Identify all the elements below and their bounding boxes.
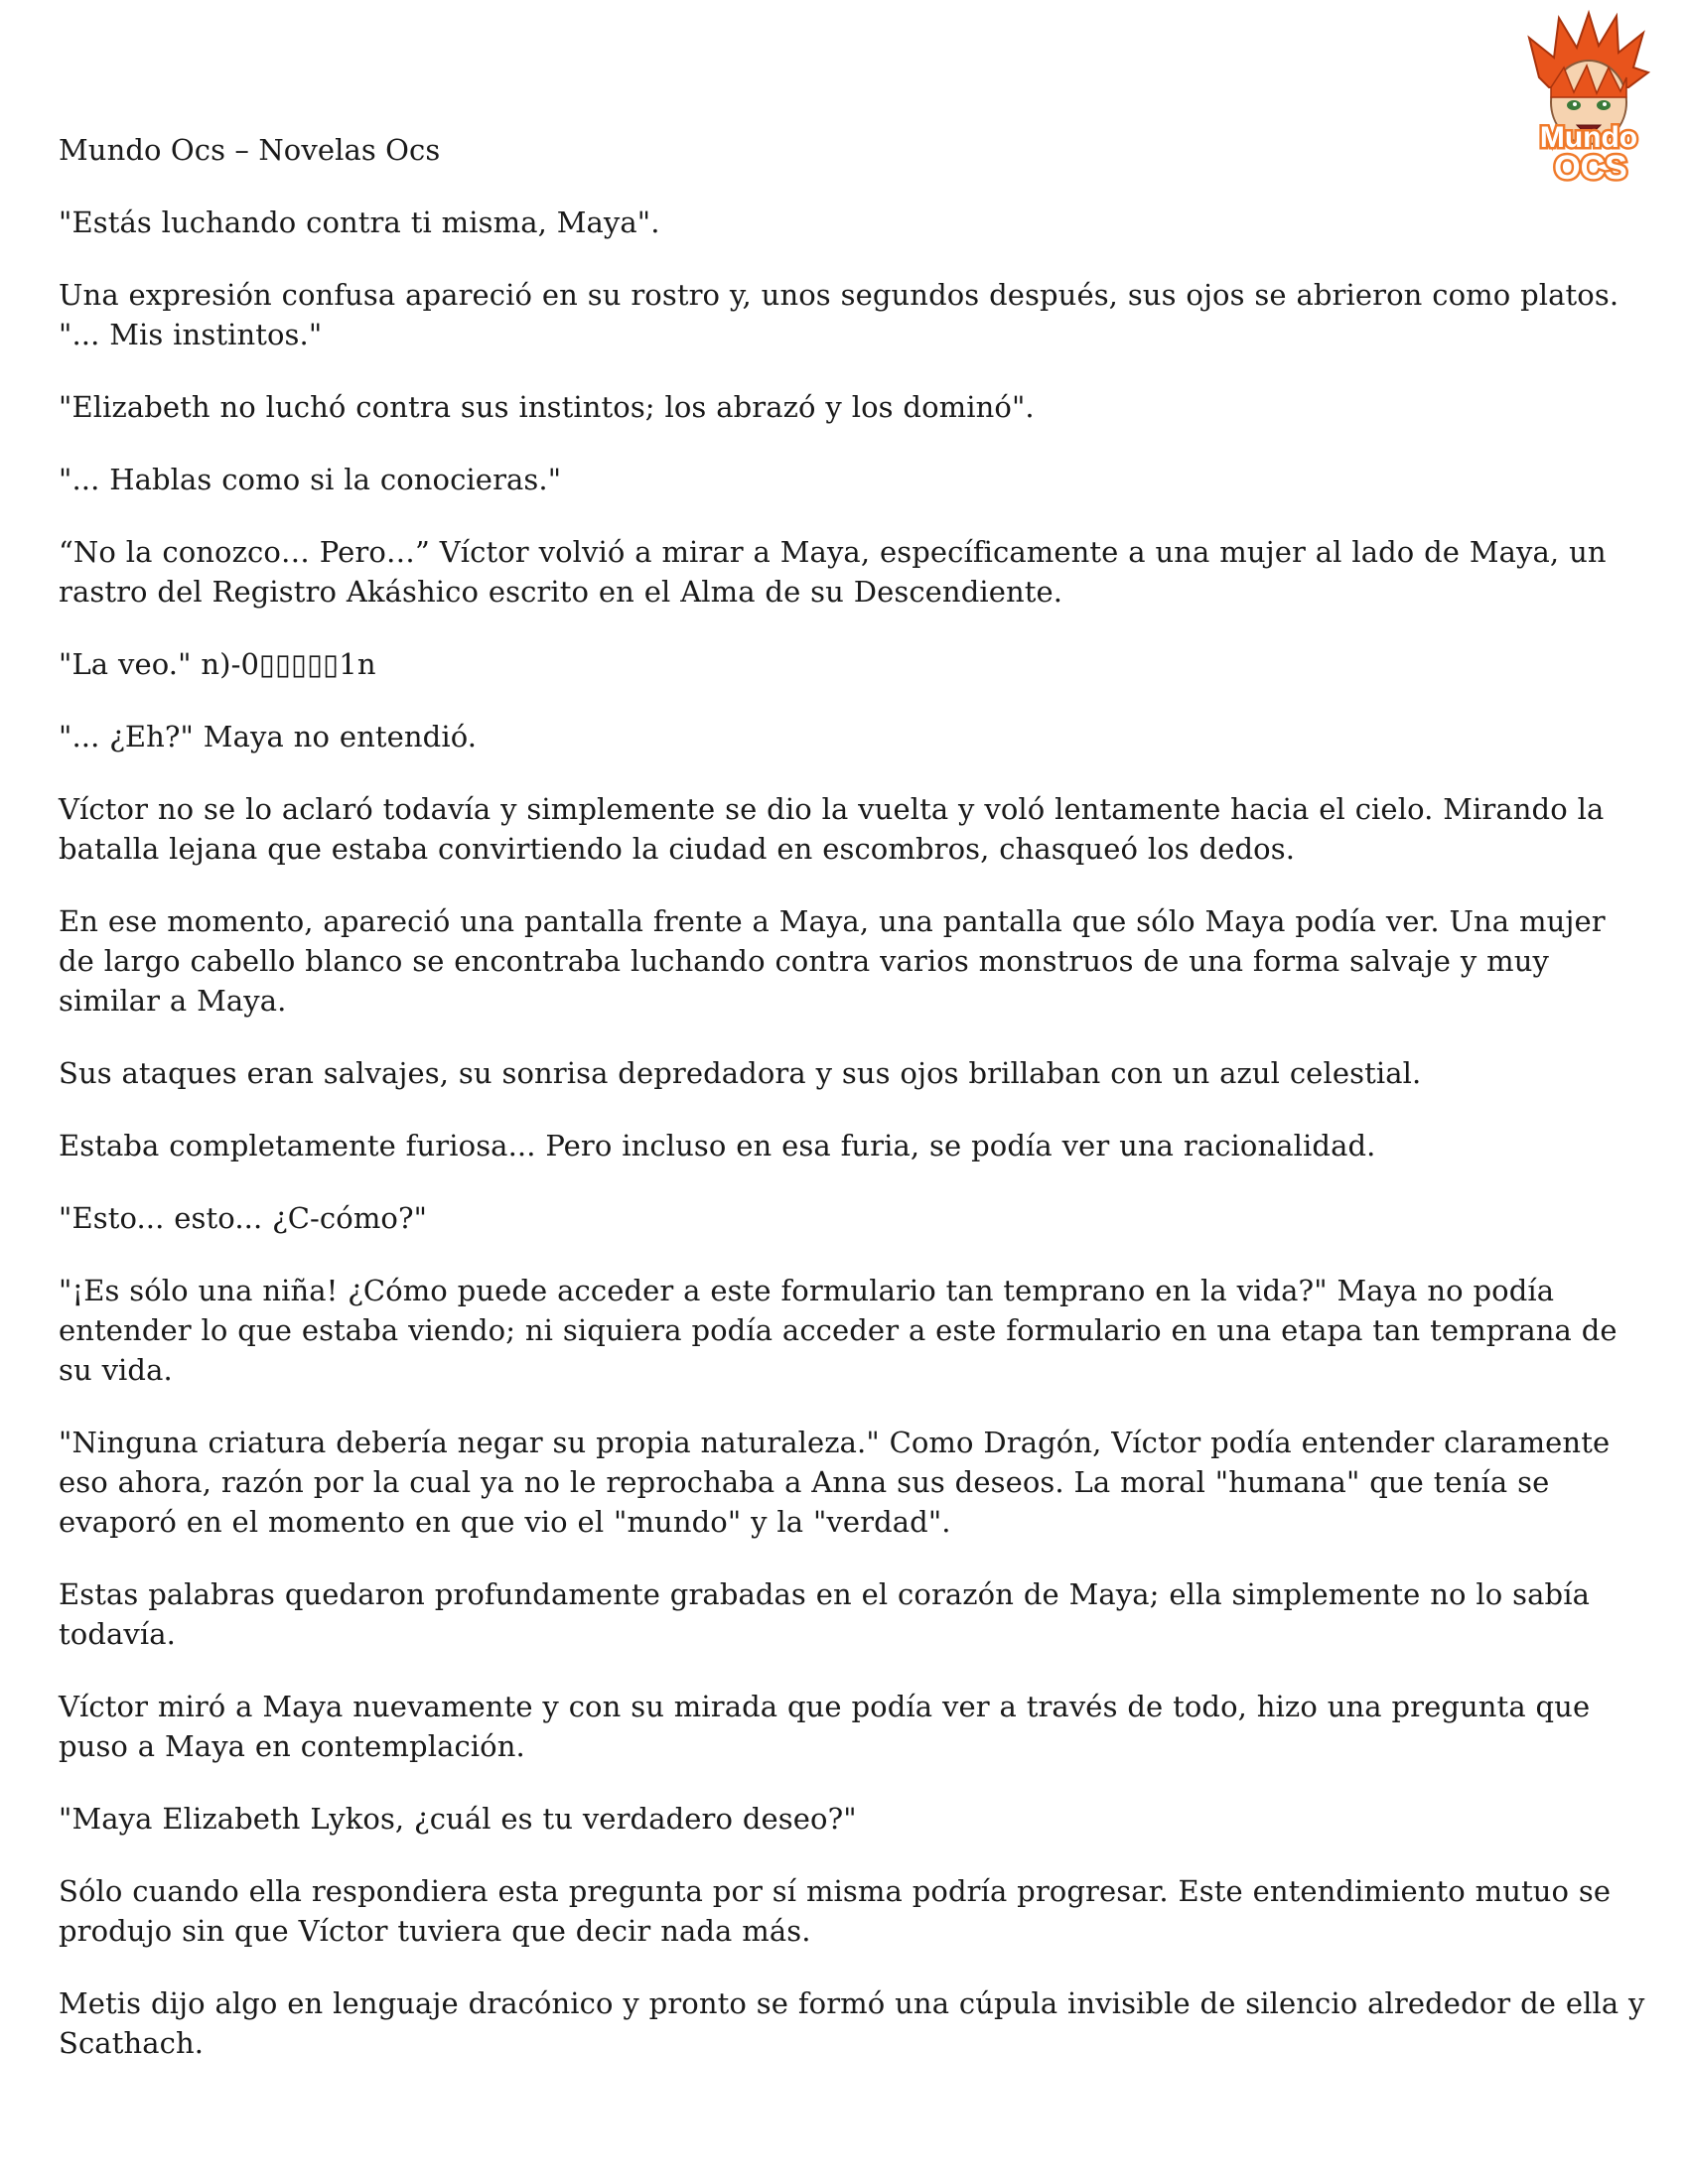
paragraph: Estaba completamente furiosa... Pero incluso en esa furia, se podía ver una racionalidad. (59, 1129, 1376, 1162)
paragraph: "Elizabeth no luchó contra sus instintos; los abrazó y los dominó". (59, 390, 1035, 424)
paragraph: Víctor miró a Maya nuevamente y con su mirada que podía ver a través de todo, hizo una pregunta que puso a Maya en contemplación. (59, 1690, 1591, 1763)
paragraph: Víctor no se lo aclaró todavía y simplemente se dio la vuelta y voló lentamente hacia el cielo. Mirando la batalla lejana que estaba convirtiendo la ciudad en escombros, chasqueó los dedos. (59, 792, 1605, 866)
paragraph: "¡Es sólo una niña! ¿Cómo puede acceder a este formulario tan temprano en la vida?" Maya no podía entender lo que estaba viendo; ni siquiera podía acceder a este formulario en una etapa tan temprana de su vida. (59, 1274, 1618, 1387)
paragraph: Sólo cuando ella respondiera esta pregunta por sí misma podría progresar. Este entendimiento mutuo se produjo sin que Víctor tuviera que decir nada más. (59, 1874, 1612, 1948)
paragraph: "Esto... esto... ¿C-cómo?" (59, 1201, 428, 1235)
document-header: Mundo Ocs – Novelas Ocs (59, 133, 441, 167)
logo-text-bottom: OCS (1554, 149, 1627, 187)
paragraph: “No la conozco… Pero…” Víctor volvió a mirar a Maya, específicamente a una mujer al lado de Maya, un rastro del Registro Akáshico escrito en el Alma de su Descendiente. (59, 535, 1607, 609)
paragraph: Metis dijo algo en lenguaje dracónico y pronto se formó una cúpula invisible de silencio alrededor de ella y Scathach. (59, 1986, 1645, 2060)
paragraph: "Ninguna criatura debería negar su propia naturaleza." Como Dragón, Víctor podía entender claramente eso ahora, razón por la cual ya no le reprochaba a Anna sus deseos. La moral "humana" que tenía se evaporó en el momento en que vio el "mundo" y la "verdad". (59, 1426, 1611, 1539)
paragraph: "... ¿Eh?" Maya no entendió. (59, 720, 478, 753)
logo-text-top: Mundo (1539, 121, 1638, 154)
paragraph: Una expresión confusa apareció en su rostro y, unos segundos después, sus ojos se abrieron como platos. "... Mis instintos." (59, 278, 1619, 351)
paragraph: Sus ataques eran salvajes, su sonrisa depredadora y sus ojos brillaban con un azul celestial. (59, 1056, 1422, 1090)
paragraph: "La veo." n)-0▯▯▯▯▯1n (59, 647, 376, 681)
paragraph: "... Hablas como si la conocieras." (59, 463, 562, 496)
paragraph: "Estás luchando contra ti misma, Maya". (59, 205, 660, 239)
document-page (59, 130, 1647, 2096)
paragraph: En ese momento, apareció una pantalla frente a Maya, una pantalla que sólo Maya podía ver. Una mujer de largo cabello blanco se encontraba luchando contra varios monstruos de una forma salvaje y muy similar a Maya. (59, 904, 1606, 1018)
paragraph: Estas palabras quedaron profundamente grabadas en el corazón de Maya; ella simplemente no lo sabía todavía. (59, 1577, 1590, 1651)
paragraph: "Maya Elizabeth Lykos, ¿cuál es tu verdadero deseo?" (59, 1802, 857, 1836)
